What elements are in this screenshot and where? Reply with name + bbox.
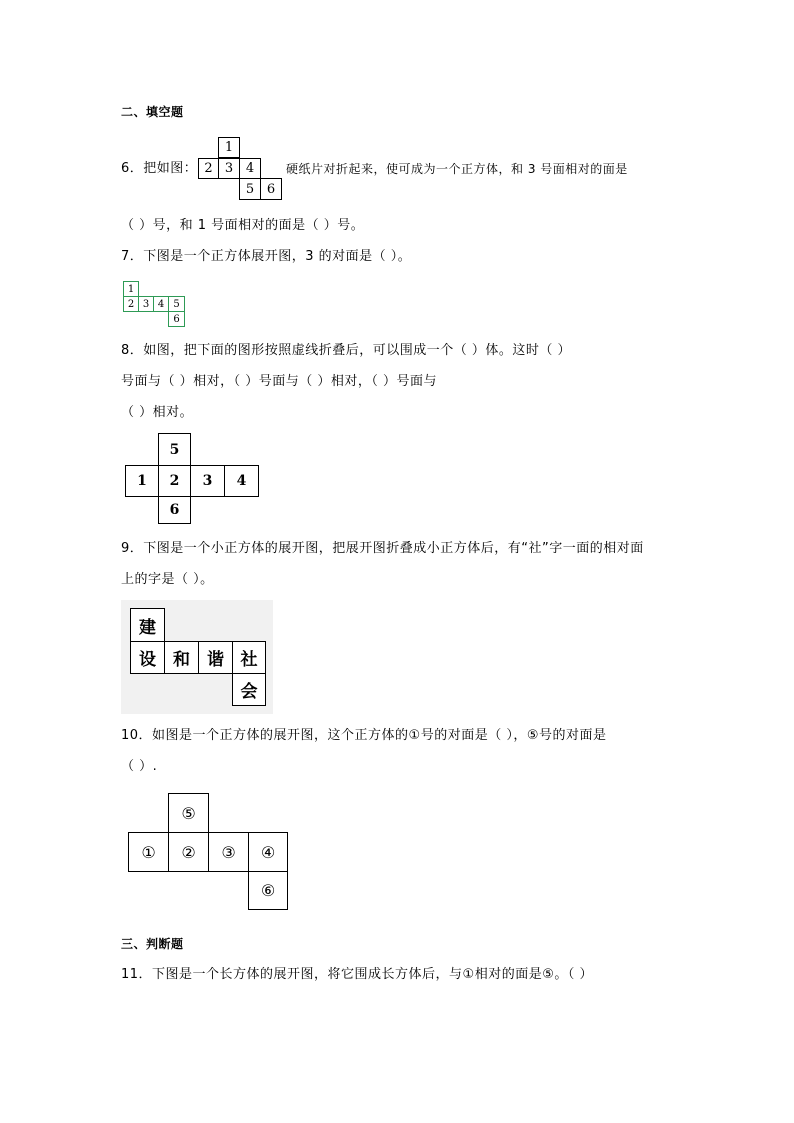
q10-line1: 10．如图是一个正方体的展开图，这个正方体的①号的对面是（ ），⑤号的对面是: [121, 728, 607, 743]
q6-cell: 5: [239, 178, 261, 200]
q9-cell: 建: [130, 608, 165, 642]
q9-cell: 社: [232, 641, 266, 674]
q7-cell: 5: [168, 296, 185, 312]
q7-cell: 2: [123, 296, 139, 312]
q10-cell: ②: [168, 832, 209, 872]
q6-suffix: 硬纸片对折起来，使可成为一个正方体，和 3 号面相对的面是: [286, 162, 628, 176]
q9-line1: 9．下图是一个小正方体的展开图，把展开图折叠成小正方体后，有“社”字一面的相对面: [121, 541, 644, 556]
q8-cell: 2: [158, 465, 191, 497]
q8-line1: 8．如图，把下面的图形按照虚线折叠后，可以围成一个（ ）体。这时（ ）: [121, 343, 572, 358]
q8-cell: 6: [158, 496, 191, 524]
q7-cell: 1: [123, 281, 139, 297]
q9-cell: 会: [232, 673, 266, 706]
q9-net-figure: [121, 600, 273, 714]
section-heading-true-false: 三、判断题: [121, 937, 184, 951]
q7-cell: 6: [168, 311, 185, 327]
q8-line3: （ ）相对。: [121, 405, 194, 420]
q8-line2: 号面与（ ）相对，（ ）号面与（ ）相对，（ ）号面与: [121, 374, 438, 389]
q9-cell: 谐: [198, 641, 233, 674]
q6-line2: （ ）号，和 1 号面相对的面是（ ）号。: [121, 218, 365, 233]
q6-prefix: 6．把如图：: [121, 161, 198, 176]
q8-cell: 5: [158, 433, 191, 466]
section-heading-fill-blank: 二、填空题: [121, 105, 184, 119]
q6-cell: 1: [218, 137, 240, 158]
q8-cell: 1: [125, 465, 159, 497]
q6-cell: 3: [218, 158, 240, 179]
q11-text: 11．下图是一个长方体的展开图，将它围成长方体后，与①相对的面是⑤。（ ）: [121, 967, 593, 982]
q8-cell: 3: [190, 465, 225, 497]
q6-cell: 4: [239, 158, 261, 179]
q9-cell: 和: [164, 641, 199, 674]
q6-cell: 2: [198, 158, 219, 179]
q9-line2: 上的字是（ ）。: [121, 572, 214, 587]
q10-cell: ③: [208, 832, 249, 872]
q10-line2: （ ）.: [121, 759, 158, 774]
q7-cell: 4: [153, 296, 169, 312]
q6-cell: 6: [260, 178, 282, 200]
q10-cell: ⑤: [168, 793, 209, 833]
q7-cell: 3: [138, 296, 154, 312]
q10-cell: ④: [248, 832, 288, 872]
q8-cell: 4: [224, 465, 259, 497]
q9-cell: 设: [130, 641, 165, 674]
q10-cell: ⑥: [248, 871, 288, 910]
q7-text: 7．下图是一个正方体展开图，3 的对面是（ ）。: [121, 249, 412, 264]
q10-cell: ①: [128, 832, 169, 872]
